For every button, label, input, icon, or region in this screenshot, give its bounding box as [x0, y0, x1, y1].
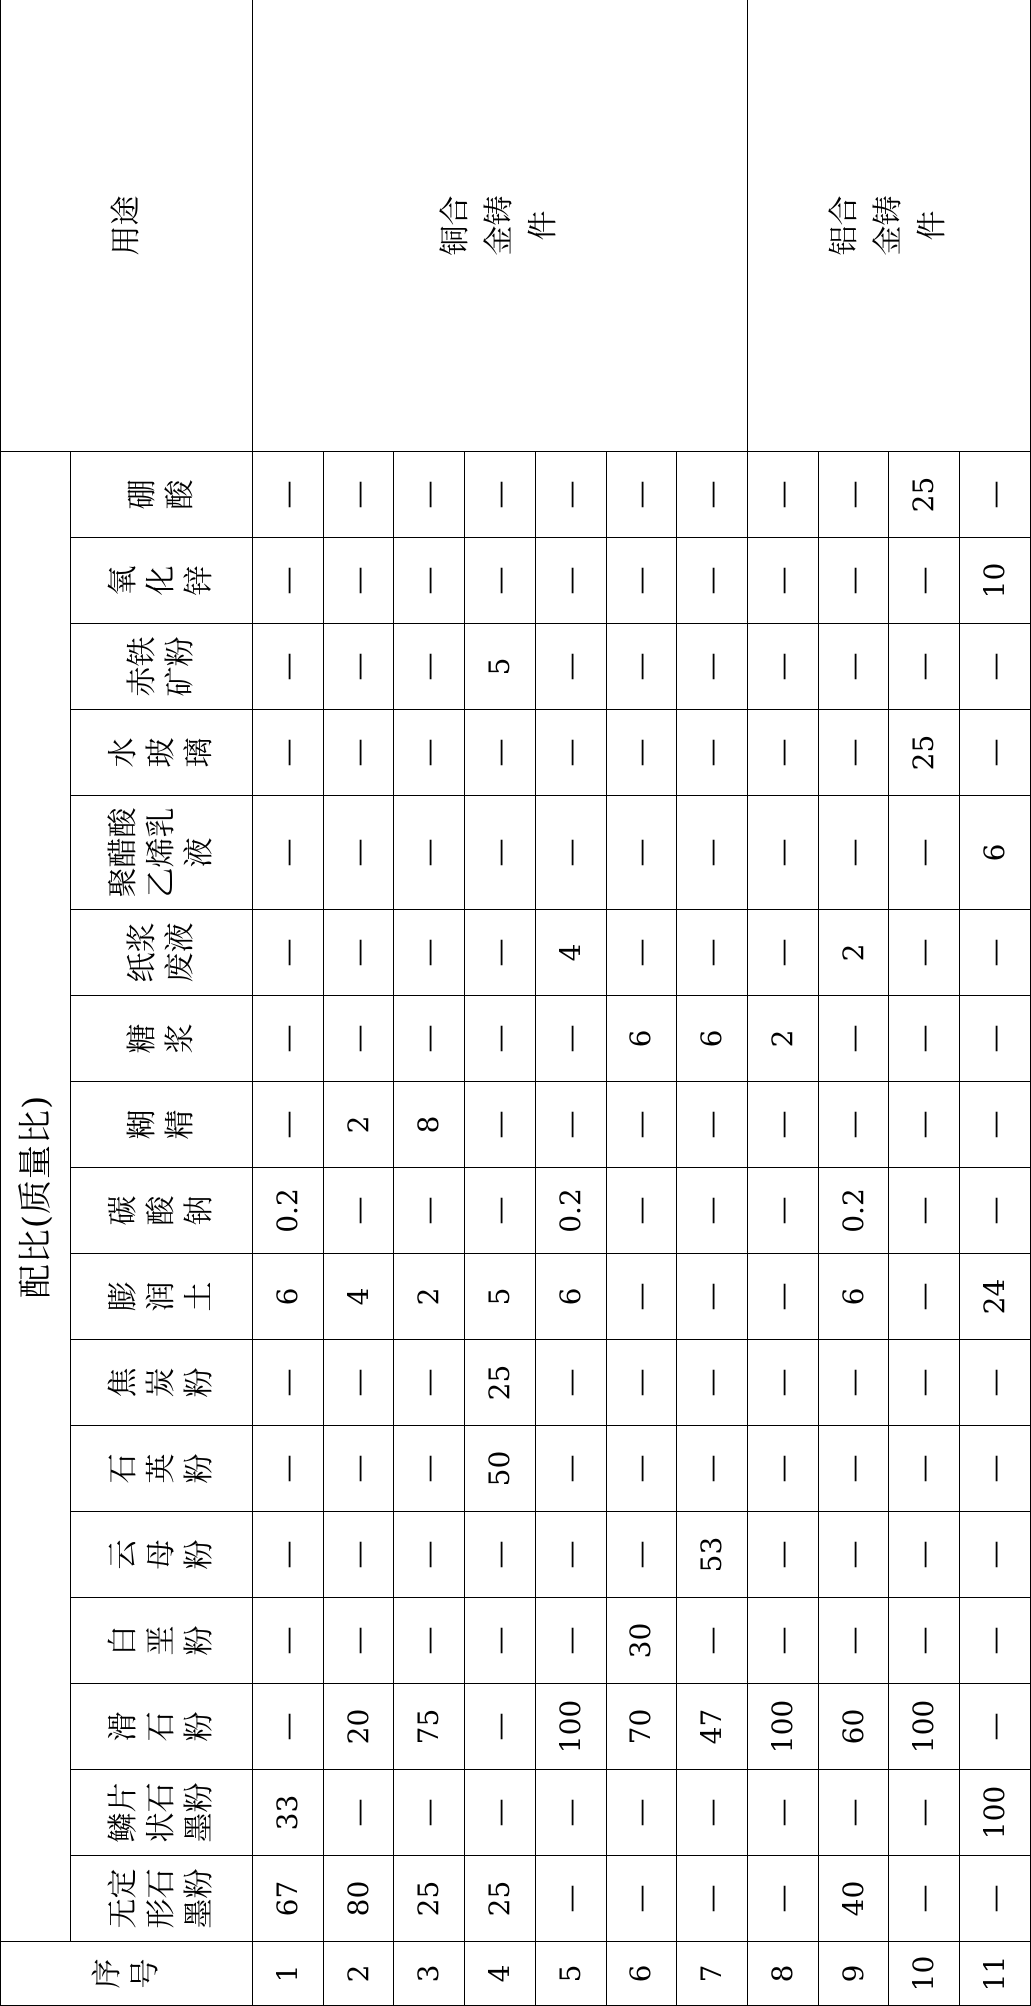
table-cell: —: [818, 996, 889, 1082]
table-cell: —: [677, 1082, 748, 1168]
table-cell: —: [748, 710, 819, 796]
table-cell: —: [253, 1512, 324, 1598]
table-cell: —: [606, 452, 677, 538]
row-number: 5: [535, 1942, 606, 2006]
table-cell: —: [889, 1426, 960, 1512]
table-cell: —: [253, 624, 324, 710]
use-cell: 铜合 金铸 件: [253, 0, 748, 452]
table-cell: 25: [465, 1856, 536, 1942]
table-cell: —: [889, 796, 960, 910]
table-cell: —: [394, 1426, 465, 1512]
table-cell: —: [606, 1340, 677, 1426]
ingredient-header: 赤铁 矿粉: [71, 624, 253, 710]
table-cell: —: [818, 796, 889, 910]
table-cell: —: [677, 1770, 748, 1856]
table-cell: —: [253, 1426, 324, 1512]
row-number: 10: [889, 1942, 960, 2006]
table-cell: 5: [465, 1254, 536, 1340]
table-cell: —: [960, 1082, 1031, 1168]
table-cell: 0.2: [535, 1168, 606, 1254]
table-cell: —: [960, 1512, 1031, 1598]
ingredient-header: 焦 炭 粉: [71, 1340, 253, 1426]
table-cell: —: [535, 1856, 606, 1942]
table-cell: —: [889, 1340, 960, 1426]
table-cell: —: [323, 1426, 394, 1512]
table-cell: —: [323, 1168, 394, 1254]
table-cell: —: [253, 710, 324, 796]
ingredient-header: 白 垩 粉: [71, 1598, 253, 1684]
table-cell: —: [394, 452, 465, 538]
table-cell: —: [960, 1598, 1031, 1684]
row-number: 1: [253, 1942, 324, 2006]
row-number: 7: [677, 1942, 748, 2006]
table-cell: 47: [677, 1684, 748, 1770]
table-cell: —: [606, 710, 677, 796]
table-cell: —: [253, 1082, 324, 1168]
table-cell: —: [323, 996, 394, 1082]
row-number: 9: [818, 1942, 889, 2006]
table-cell: —: [323, 796, 394, 910]
table-cell: —: [960, 1168, 1031, 1254]
table-cell: —: [889, 996, 960, 1082]
ingredient-header: 滑 石 粉: [71, 1684, 253, 1770]
table-cell: —: [606, 538, 677, 624]
table-cell: —: [818, 538, 889, 624]
ingredient-header: 无定 形石 墨粉: [71, 1856, 253, 1942]
table-cell: —: [465, 452, 536, 538]
table-cell: —: [394, 624, 465, 710]
table-cell: 5: [465, 624, 536, 710]
ingredient-header: 氧 化 锌: [71, 538, 253, 624]
table-cell: —: [748, 1770, 819, 1856]
table-cell: —: [960, 624, 1031, 710]
table-cell: —: [394, 1168, 465, 1254]
table-cell: —: [323, 1770, 394, 1856]
row-number: 4: [465, 1942, 536, 2006]
table-cell: —: [960, 452, 1031, 538]
table-cell: —: [748, 1512, 819, 1598]
table-cell: 75: [394, 1684, 465, 1770]
table-cell: —: [606, 1168, 677, 1254]
table-cell: 100: [960, 1770, 1031, 1856]
table-cell: 50: [465, 1426, 536, 1512]
table-cell: —: [889, 1512, 960, 1598]
row-number: 11: [960, 1942, 1031, 2006]
table-cell: —: [323, 452, 394, 538]
table-cell: —: [748, 796, 819, 910]
table-cell: —: [253, 452, 324, 538]
table-cell: —: [748, 624, 819, 710]
table-cell: —: [323, 710, 394, 796]
table-cell: 100: [748, 1684, 819, 1770]
table-cell: 4: [323, 1254, 394, 1340]
table-cell: —: [960, 710, 1031, 796]
ingredient-header: 碳 酸 钠: [71, 1168, 253, 1254]
table-cell: 60: [818, 1684, 889, 1770]
table-cell: 6: [253, 1254, 324, 1340]
table-cell: —: [960, 1426, 1031, 1512]
table-cell: —: [818, 1082, 889, 1168]
table-cell: —: [818, 1426, 889, 1512]
table-cell: —: [748, 1254, 819, 1340]
table-cell: —: [465, 1684, 536, 1770]
ingredient-header: 云 母 粉: [71, 1512, 253, 1598]
table-cell: 33: [253, 1770, 324, 1856]
table-cell: 30: [606, 1598, 677, 1684]
table-cell: —: [535, 996, 606, 1082]
ingredient-header: 膨 润 土: [71, 1254, 253, 1340]
ingredient-header: 鳞片 状石 墨粉: [71, 1770, 253, 1856]
table-cell: —: [535, 1770, 606, 1856]
table-cell: —: [253, 1598, 324, 1684]
table-cell: —: [606, 1770, 677, 1856]
table-cell: —: [394, 1598, 465, 1684]
header-row-1: [1, 0, 71, 2006]
table-cell: —: [465, 1770, 536, 1856]
table-cell: —: [253, 538, 324, 624]
table-cell: —: [818, 452, 889, 538]
table-cell: —: [677, 1168, 748, 1254]
table-cell: 6: [535, 1254, 606, 1340]
table-cell: —: [818, 1512, 889, 1598]
table-cell: —: [606, 1082, 677, 1168]
table-cell: —: [889, 1598, 960, 1684]
table-cell: —: [465, 710, 536, 796]
table-cell: —: [394, 796, 465, 910]
column-header-use: 用途: [1, 0, 253, 452]
table-cell: —: [394, 710, 465, 796]
table-cell: —: [535, 452, 606, 538]
table-cell: —: [677, 538, 748, 624]
table-cell: —: [535, 796, 606, 910]
table-cell: —: [606, 624, 677, 710]
table-cell: —: [748, 1598, 819, 1684]
table-cell: 2: [323, 1082, 394, 1168]
table-cell: —: [606, 1512, 677, 1598]
table-cell: —: [253, 796, 324, 910]
table-cell: —: [394, 1512, 465, 1598]
table-cell: —: [748, 1426, 819, 1512]
table-cell: —: [394, 996, 465, 1082]
table-cell: —: [535, 624, 606, 710]
table-cell: —: [394, 538, 465, 624]
table-cell: —: [535, 1082, 606, 1168]
table-cell: —: [465, 910, 536, 996]
table-cell: —: [677, 624, 748, 710]
table-cell: —: [889, 1082, 960, 1168]
table-cell: —: [748, 910, 819, 996]
table-cell: —: [253, 1684, 324, 1770]
table-cell: —: [960, 996, 1031, 1082]
ingredient-header: 硼 酸: [71, 452, 253, 538]
table-cell: —: [535, 1598, 606, 1684]
table-cell: —: [889, 538, 960, 624]
table-cell: 53: [677, 1512, 748, 1598]
table-cell: —: [323, 1340, 394, 1426]
table-cell: —: [677, 452, 748, 538]
table-cell: —: [818, 1770, 889, 1856]
table-cell: —: [465, 1512, 536, 1598]
table-cell: 40: [818, 1856, 889, 1942]
table-cell: —: [960, 910, 1031, 996]
table-row: [748, 0, 819, 2006]
table-cell: —: [960, 1340, 1031, 1426]
table-cell: 10: [960, 538, 1031, 624]
table-cell: —: [253, 910, 324, 996]
table-cell: —: [748, 538, 819, 624]
table-body: [253, 0, 1031, 2006]
table-cell: —: [535, 538, 606, 624]
column-header-no: 序 号: [1, 1942, 253, 2006]
table-cell: 6: [960, 796, 1031, 910]
row-number: 6: [606, 1942, 677, 2006]
table-cell: —: [889, 910, 960, 996]
table-cell: 25: [889, 452, 960, 538]
table-cell: 20: [323, 1684, 394, 1770]
table-cell: —: [889, 1168, 960, 1254]
table-cell: —: [465, 996, 536, 1082]
table-cell: —: [677, 1856, 748, 1942]
table-cell: —: [748, 1856, 819, 1942]
row-number: 3: [394, 1942, 465, 2006]
use-cell: 铝合 金铸 件: [748, 0, 1031, 452]
table-cell: —: [889, 624, 960, 710]
table-cell: —: [818, 1598, 889, 1684]
table-cell: —: [677, 1340, 748, 1426]
table-cell: —: [677, 1598, 748, 1684]
table-cell: 0.2: [818, 1168, 889, 1254]
table-cell: 100: [535, 1684, 606, 1770]
table-cell: —: [535, 1340, 606, 1426]
table-cell: —: [960, 1856, 1031, 1942]
table-cell: 2: [394, 1254, 465, 1340]
row-number: 8: [748, 1942, 819, 2006]
table-cell: —: [889, 1856, 960, 1942]
table-cell: 67: [253, 1856, 324, 1942]
table-cell: 80: [323, 1856, 394, 1942]
table-cell: —: [465, 1598, 536, 1684]
table-cell: —: [535, 1426, 606, 1512]
table-cell: 25: [465, 1340, 536, 1426]
column-header-ratio: 配比(质量比): [1, 452, 71, 1942]
table-cell: —: [889, 1254, 960, 1340]
table-row: [253, 0, 324, 2006]
table-cell: —: [323, 538, 394, 624]
ingredient-header: 水 玻 璃: [71, 710, 253, 796]
table-cell: —: [606, 1254, 677, 1340]
table-cell: 2: [818, 910, 889, 996]
table-cell: —: [960, 1684, 1031, 1770]
table-cell: —: [465, 1082, 536, 1168]
table-cell: —: [394, 1340, 465, 1426]
table-cell: —: [535, 710, 606, 796]
ingredient-header: 聚醋酸 乙烯乳 液: [71, 796, 253, 910]
table-cell: —: [253, 1340, 324, 1426]
table-cell: 0.2: [253, 1168, 324, 1254]
table-cell: 25: [889, 710, 960, 796]
table-cell: —: [748, 452, 819, 538]
table-cell: —: [677, 910, 748, 996]
table-cell: 6: [818, 1254, 889, 1340]
table-cell: —: [606, 1426, 677, 1512]
table-cell: —: [465, 538, 536, 624]
table-cell: 6: [677, 996, 748, 1082]
table-cell: —: [606, 796, 677, 910]
table-cell: —: [677, 1426, 748, 1512]
table-cell: —: [394, 1770, 465, 1856]
table-cell: —: [748, 1168, 819, 1254]
table-cell: —: [535, 1512, 606, 1598]
table-cell: 25: [394, 1856, 465, 1942]
table-cell: 70: [606, 1684, 677, 1770]
table-cell: —: [394, 910, 465, 996]
table-cell: 6: [606, 996, 677, 1082]
ingredient-header: 糊 精: [71, 1082, 253, 1168]
table-cell: —: [818, 624, 889, 710]
table-cell: —: [465, 1168, 536, 1254]
table-cell: —: [465, 796, 536, 910]
ingredient-header: 纸浆 废液: [71, 910, 253, 996]
table-cell: 8: [394, 1082, 465, 1168]
table-cell: —: [677, 710, 748, 796]
table-cell: 2: [748, 996, 819, 1082]
table-cell: —: [677, 796, 748, 910]
table-cell: —: [606, 910, 677, 996]
table-cell: —: [323, 910, 394, 996]
table-cell: 4: [535, 910, 606, 996]
table-cell: —: [323, 1598, 394, 1684]
row-number: 2: [323, 1942, 394, 2006]
table-cell: —: [889, 1770, 960, 1856]
table-cell: —: [323, 624, 394, 710]
table-cell: —: [606, 1856, 677, 1942]
table-cell: —: [677, 1254, 748, 1340]
table-cell: 100: [889, 1684, 960, 1770]
ingredient-header: 糖 浆: [71, 996, 253, 1082]
ingredient-header: 石 英 粉: [71, 1426, 253, 1512]
table-cell: 24: [960, 1254, 1031, 1340]
table-cell: —: [818, 1340, 889, 1426]
table-cell: —: [818, 710, 889, 796]
table-cell: —: [748, 1340, 819, 1426]
table-cell: —: [748, 1082, 819, 1168]
table-cell: —: [323, 1512, 394, 1598]
table-cell: —: [253, 996, 324, 1082]
